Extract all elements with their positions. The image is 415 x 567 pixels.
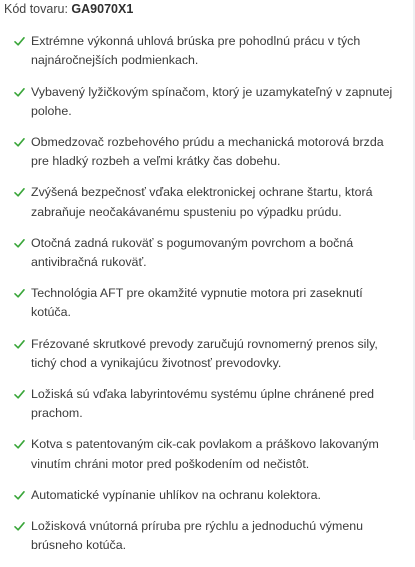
check-icon bbox=[14, 288, 25, 299]
check-icon bbox=[14, 439, 25, 450]
feature-text: Technológia AFT pre okamžité vypnutie motora pri zaseknutí kotúča. bbox=[31, 286, 363, 320]
feature-text: Zvýšená bezpečnosť vďaka elektronickej ochrane štartu, ktorá zabraňuje neočakávanému spusteniu po výpadku prúdu. bbox=[31, 185, 373, 219]
check-icon bbox=[14, 187, 25, 198]
feature-text: Obmedzovač rozbehového prúdu a mechanická motorová brzda pre hladký rozbeh a veľmi krátky čas dobehu. bbox=[31, 134, 384, 169]
feature-item bbox=[0, 385, 406, 424]
feature-item bbox=[0, 284, 406, 323]
feature-text: Otočná zadná rukoväť s pogumovaným povrchom a bočná antivibračná rukoväť. bbox=[31, 235, 354, 270]
product-code bbox=[4, 1, 133, 17]
feature-item bbox=[0, 435, 406, 474]
feature-text: Frézované skrutkové prevody zaručujú rovnomerný prenos sily, tichý chod a vynikajúcu životnosť prevodovky. bbox=[31, 336, 378, 370]
product-code-value: GA9070X1 bbox=[71, 2, 134, 16]
feature-text: Extrémne výkonná uhlová brúska pre pohodlnú prácu v tých najnáročnejších podmienkach. bbox=[31, 34, 361, 68]
feature-list bbox=[0, 32, 406, 567]
feature-item bbox=[0, 335, 406, 374]
check-icon bbox=[14, 36, 25, 47]
check-icon bbox=[14, 238, 25, 249]
feature-text: Automatické vypínanie uhlíkov na ochranu kolektora. bbox=[31, 487, 321, 502]
check-icon bbox=[14, 389, 25, 400]
feature-text: Vybavený lyžičkovým spínačom, ktorý je uzamykateľný v zapnutej polohe. bbox=[31, 84, 393, 118]
feature-text: Ložiská sú vďaka labyrintovému systému úplne chránené pred prachom. bbox=[31, 386, 375, 421]
feature-item bbox=[0, 183, 406, 222]
check-icon bbox=[14, 490, 25, 501]
feature-item bbox=[0, 517, 406, 556]
check-icon bbox=[14, 137, 25, 148]
feature-text: Ložisková vnútorná príruba pre rýchlu a jednoduchú výmenu brúsneho kotúča. bbox=[31, 518, 363, 553]
check-icon bbox=[14, 87, 25, 98]
product-code-label: Kód tovaru: bbox=[4, 2, 68, 16]
feature-item bbox=[0, 133, 406, 172]
feature-item bbox=[0, 486, 406, 505]
feature-item bbox=[0, 234, 406, 273]
check-icon bbox=[14, 339, 25, 350]
feature-item bbox=[0, 32, 406, 71]
feature-item bbox=[0, 83, 406, 122]
check-icon bbox=[14, 521, 25, 532]
feature-text: Kotva s patentovaným cik-cak povlakom a práškovo lakovaným vinutím chráni motor pred poškodením od nečistôt. bbox=[31, 437, 379, 471]
